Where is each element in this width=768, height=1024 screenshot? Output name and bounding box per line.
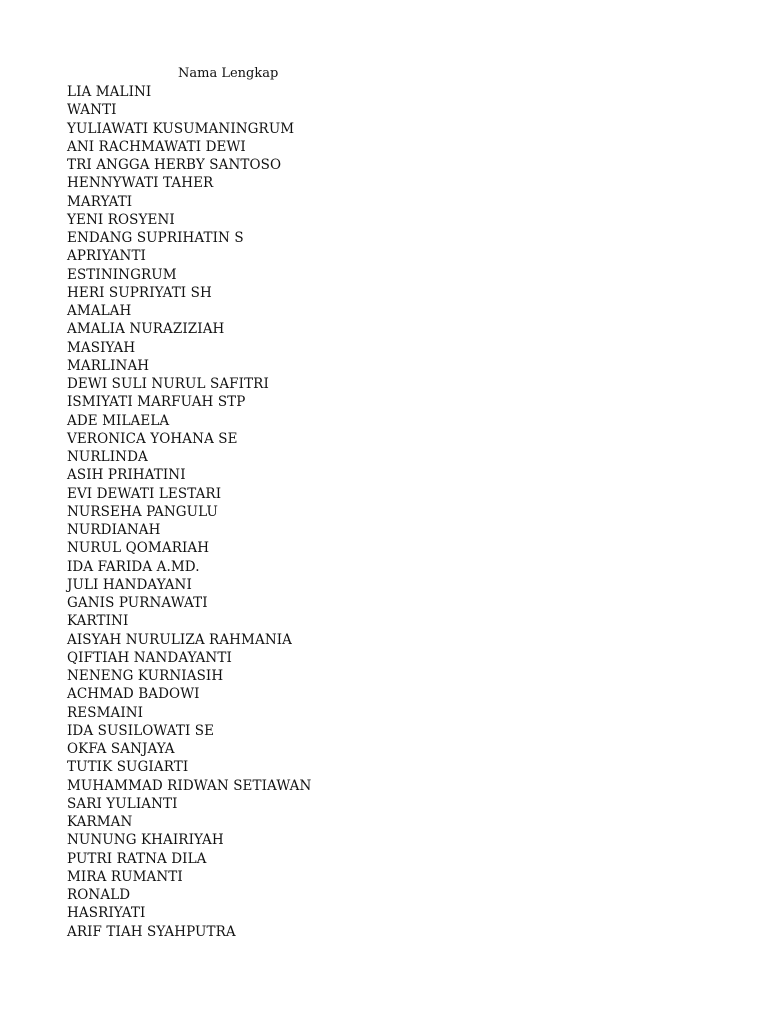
name-list-item: APRIYANTI [67,248,146,265]
name-list-item: IDA FARIDA A.MD. [67,558,200,575]
name-list-item: NUNUNG KHAIRIYAH [67,832,224,849]
column-header: Nama Lengkap [178,66,279,81]
name-list-item: ENDANG SUPRIHATIN S [67,230,244,246]
name-list-item: ACHMAD BADOWI [67,686,200,703]
name-list-item: ANI RACHMAWATI DEWI [67,138,246,155]
name-list-item: MARYATI [67,193,133,210]
name-list-item: KARTINI [67,613,129,630]
name-list-item: GANIS PURNAWATI [67,595,208,611]
name-list-item: YULIAWATI KUSUMANINGRUM [67,120,295,137]
name-list-item: MASIYAH [67,339,136,356]
name-list-item: KARMAN [67,814,133,830]
name-list-item: EVI DEWATI LESTARI [67,485,222,502]
name-list-item: ADE MILAELA [67,412,170,429]
name-list-item: NENENG KURNIASIH [67,668,224,684]
name-list-item: SARI YULIANTI [67,795,178,812]
name-list-item: OKFA SANJAYA [67,741,175,757]
name-list-item: JULI HANDAYANI [67,576,192,593]
name-list-item: HASRIYATI [67,905,146,922]
name-list-item: ISMIYATI MARFUAH STP [67,394,246,411]
name-list-item: RESMAINI [67,704,144,721]
name-list-item: AISYAH NURULIZA RAHMANIA [67,631,293,648]
name-list-item: NURSEHA PANGULU [67,503,218,520]
name-list-item: HENNYWATI TAHER [67,175,214,192]
name-list-item: PUTRI RATNA DILA [67,850,207,867]
name-list-item: NURUL QOMARIAH [67,540,210,557]
name-list-item: MARLINAH [67,357,150,374]
name-list-item: WANTI [67,102,117,119]
name-list-item: IDA SUSILOWATI SE [67,722,215,739]
name-list-item: HERI SUPRIYATI SH [67,284,212,301]
name-list-item: ASIH PRIHATINI [67,467,186,484]
name-list-item: QIFTIAH NANDAYANTI [67,649,232,666]
name-list-item: AMALAH [67,303,132,319]
name-list-item: MIRA RUMANTI [67,868,183,885]
name-list [67,83,311,941]
name-list-item: RONALD [67,887,131,903]
name-list-item: MUHAMMAD RIDWAN SETIAWAN [67,777,312,794]
name-list-item: NURLINDA [67,449,148,465]
name-list-item: ESTININGRUM [67,266,177,283]
name-list-item: AMALIA NURAZIZIAH [67,321,225,338]
name-list-item: TRI ANGGA HERBY SANTOSO [67,157,282,173]
name-list-item: LIA MALINI [67,84,152,100]
name-list-item: VERONICA YOHANA SE [67,430,238,447]
name-list-item: NURDIANAH [67,522,161,538]
name-list-item: DEWI SULI NURUL SAFITRI [67,376,269,392]
name-list-item: YENI ROSYENI [67,211,175,228]
name-list-item: ARIF TIAH SYAHPUTRA [67,923,236,940]
name-list-item: TUTIK SUGIARTI [67,759,189,776]
